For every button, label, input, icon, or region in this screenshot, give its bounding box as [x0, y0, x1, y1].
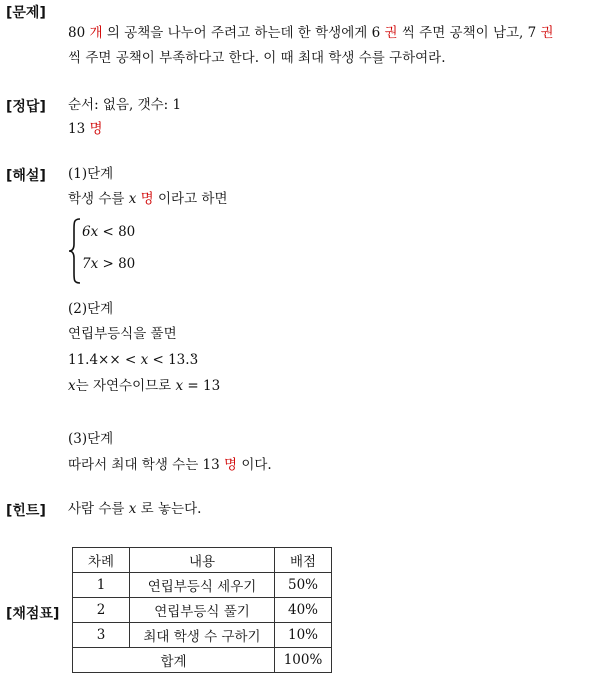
- problem-label: [문제]: [6, 5, 46, 21]
- math-var: x: [140, 352, 149, 368]
- table-cell: 3: [73, 623, 130, 648]
- step1-text-a: 학생 수를: [68, 191, 129, 207]
- step1-text: [68, 189, 228, 209]
- math-rest: > 80: [98, 256, 136, 272]
- math-rest: < 80: [98, 224, 136, 240]
- answer-number: 13: [68, 121, 90, 137]
- math-term: 7x: [82, 256, 99, 272]
- answer-meta: 순서: 없음, 갯수: 1: [68, 97, 182, 113]
- inequality-1: [82, 224, 135, 240]
- hint-text: [68, 499, 201, 519]
- math-part: < 13.: [148, 352, 190, 368]
- table-row: [73, 623, 332, 648]
- unit-text: 개: [89, 25, 103, 41]
- answer-label: [정답]: [6, 99, 46, 115]
- left-brace-icon: [68, 217, 82, 285]
- table-total-row: [73, 648, 332, 673]
- step1-title: (1)단계: [68, 166, 114, 182]
- step1-unit: 명: [136, 191, 154, 207]
- math-var: x: [175, 378, 184, 394]
- table-cell: 1: [73, 573, 130, 598]
- step3-text: [68, 455, 272, 475]
- header-score: 배점: [275, 548, 332, 573]
- problem-text: 의 공책을 나누어 주려고 하는데 한 학생에게 6: [102, 25, 385, 41]
- problem-line-1: [68, 23, 554, 43]
- math-part: 11.4×× <: [68, 352, 141, 368]
- problem-line-2: 씩 주면 공책이 부족하다고 한다. 이 때 최대 학생 수를 구하여라.: [68, 50, 446, 66]
- table-cell: 연립부등식 세우기: [130, 573, 275, 598]
- step2-inequality: [68, 350, 198, 370]
- table-header-row: [73, 548, 332, 573]
- answer-unit: 명: [89, 121, 103, 137]
- hint-text-a: 사람 수를: [68, 501, 129, 517]
- step2-conclusion: [68, 376, 220, 396]
- inequality-2: [82, 256, 135, 272]
- step3-text-b: 이다.: [237, 457, 272, 473]
- repeating-digit: 3 .: [190, 352, 199, 368]
- math-part: = 13: [183, 378, 221, 394]
- hint-label: [힌트]: [6, 503, 46, 519]
- total-value: 100%: [275, 648, 332, 673]
- unit-text: 권: [540, 25, 554, 41]
- table-cell: 10%: [275, 623, 332, 648]
- math-part: 는 자연수이므로: [75, 378, 176, 394]
- problem-text: 80: [68, 25, 90, 41]
- math-var: x: [128, 501, 137, 517]
- table-cell: 40%: [275, 598, 332, 623]
- total-label: 합계: [73, 648, 275, 673]
- solution-label: [해설]: [6, 168, 46, 184]
- problem-text: 씩 주면 공책이 남고, 7: [397, 25, 541, 41]
- header-content: 내용: [130, 548, 275, 573]
- step2-title: (2)단계: [68, 301, 114, 317]
- hint-text-b: 로 놓는다.: [136, 501, 202, 517]
- grading-label: [채점표]: [6, 606, 60, 622]
- table-cell: 2: [73, 598, 130, 623]
- step3-unit: 명: [224, 457, 238, 473]
- table-cell: 최대 학생 수 구하기: [130, 623, 275, 648]
- step3-text-a: 따라서 최대 학생 수는 13: [68, 457, 225, 473]
- table-cell: 50%: [275, 573, 332, 598]
- inequality-system: [68, 217, 208, 285]
- step1-text-c: 이라고 하면: [153, 191, 228, 207]
- step3-title: (3)단계: [68, 431, 114, 447]
- answer-value: [68, 119, 103, 139]
- step2-text-a: 연립부등식을 풀면: [68, 326, 177, 342]
- table-row: [73, 573, 332, 598]
- math-term: 6x: [82, 224, 99, 240]
- math-var: x: [128, 191, 137, 207]
- unit-text: 권: [384, 25, 398, 41]
- table-cell: 연립부등식 풀기: [130, 598, 275, 623]
- math-var: x: [68, 378, 76, 394]
- table-row: [73, 598, 332, 623]
- grading-table: [72, 547, 332, 673]
- header-order: 차례: [73, 548, 130, 573]
